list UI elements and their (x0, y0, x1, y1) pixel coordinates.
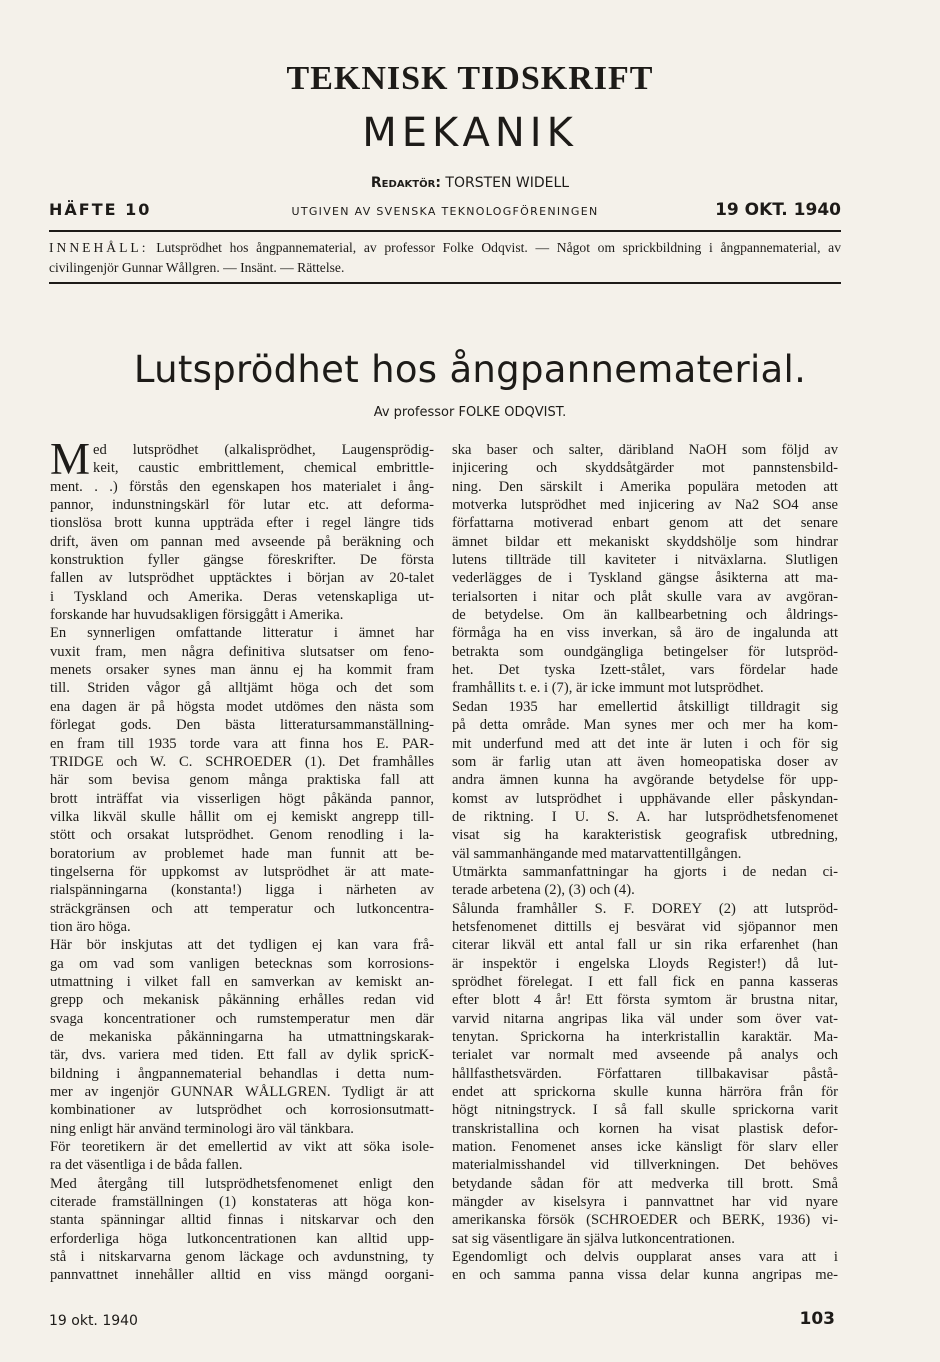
toc-heading: INNEHÅLL: (49, 240, 149, 255)
first-paragraph-opening (50, 441, 434, 478)
text-line: Utmärkta sammanfattningar ha gjorts i de nedan ci- (452, 863, 838, 880)
text-line: citerade framställningen (1) konstateras att höga kon- (50, 1194, 434, 1211)
text-line: visat sig ha karakteristisk geografisk utbredning, (452, 827, 838, 844)
text-line: konstruktion fyller gängse föreskrifter. De första (50, 552, 434, 569)
page-number: 103 (799, 1309, 835, 1329)
text-line: efter blott 4 år! Ett första symtom är brustna nitar, (452, 992, 838, 1009)
text-line: på detta område. Man synes mer och mer ha kom- (452, 717, 838, 734)
text-line: boratorium av problemet hade man funnit att be- (50, 845, 434, 862)
text-line: varvid nitarna angripas lika väl under som över vat- (452, 1010, 838, 1027)
text-line: grepp och mekanisk påkänning erhålles redan vid (50, 992, 434, 1009)
text-line: tingelserna för uppkomst av lutsprödhet är att mate- (50, 863, 434, 880)
toc-text: Lutsprödhet hos ångpannematerial, av professor Folke Odqvist. — Något om sprickbildning i ångpannematerial, av civilingenjör Gunnar Wållgren. — Insänt. — Rättelse. (49, 240, 841, 275)
text-line: författarna motiverad enbart genom att det senare (452, 515, 838, 532)
text-line: mation. Fenomenet anses icke känsligt för slarv eller (452, 1139, 838, 1156)
text-line: i Tyskland och Amerika. Deras vetenskapliga ut- (50, 588, 434, 605)
text-line: sprödhet förelegat. I ett fall fick en panna kasseras (452, 973, 838, 990)
article-title: Lutsprödhet hos ångpannematerial. (133, 348, 807, 391)
text-line: stanta spänningar alltid finnas i nitskarvar och den (50, 1212, 434, 1229)
text-line: materialmisshandel vid tillverkningen. Det behöves (452, 1157, 838, 1174)
text-line: väl sammanhängande med matarvattentillgången. (452, 845, 742, 862)
text-line: mit underfund med att det inte är luten i och för sig (452, 735, 838, 752)
text-line: bildning i ångpannematerial behandlas i detta num- (50, 1065, 434, 1082)
text-line: Sedan 1935 har emellertid åtskilligt tilldragit sig (452, 698, 838, 715)
text-line: mängder av kiselsyra i pannvattnet har vid nyare (452, 1194, 838, 1211)
publisher-line: UTGIVEN AV SVENSKA TEKNOLOGFÖRENINGEN (291, 205, 599, 218)
text-line: citerar likväl ett antal fall ur sin rika erfarenhet (han (452, 937, 838, 954)
text-line: utmattning i vilket fall en samverkan av kemiskt an- (50, 973, 434, 990)
text-line: tion äro höga. (50, 918, 131, 935)
text-line: andra ämnen kunna ha avgörande betydelse för upp- (452, 772, 838, 789)
text-line: betydande sådan för att medverka till brott. Små (452, 1175, 838, 1192)
section-title: MEKANIK (362, 110, 578, 156)
text-line: Med återgång till lutsprödhetsfenomenet enligt den (50, 1175, 434, 1192)
text-line: En synnerligen omfattande litteratur i ämnet har (50, 625, 434, 642)
text-line: sträckgränsen och att temperatur och lutkoncentra- (50, 900, 434, 917)
text-line: För teoretikern är det emellertid av vikt att söka isole- (50, 1139, 434, 1156)
right-column (452, 441, 838, 1285)
text-line: drift, även om pannan med avseende på beräkning och (50, 533, 434, 550)
footer-date: 19 okt. 1940 (49, 1313, 138, 1329)
text-line: motverka lutsprödhet med injicering av Na2 SO4 anse (452, 497, 838, 514)
text-line: forskande har huvudsakligen försiggått i Amerika. (50, 607, 344, 624)
text-line: tionslösa brott kunna uppträda efter i regel längre tids (50, 515, 434, 532)
text-line: rialspänningarna (konstanta!) ligga i närheten av (50, 882, 434, 899)
text-line: betrakta som oundgängliga betingelser för lutspröd- (452, 643, 838, 660)
text-line: terialsorten i nitar och plåt skulle vara av avgöran- (452, 588, 838, 605)
text-line: ämnet bildar ett mekaniskt skyddshölje som hindrar (452, 533, 838, 550)
text-line: ment. . .) förstås den egenskapen hos materialet i ång- (50, 478, 434, 495)
text-line: ed lutsprödhet (alkalisprödhet, Laugensprödig- (93, 442, 434, 458)
text-line: de mekaniska påkänningarna ha utmattningskarak- (50, 1029, 434, 1045)
text-line: het. Det tyska Izett-stålet, vars fördelar hade (452, 662, 838, 679)
drop-cap: M (50, 441, 91, 478)
editor-name: TORSTEN WIDELL (445, 175, 570, 191)
text-line: fallen av lutsprödhet upptäcktes i början av 20-talet (50, 570, 434, 587)
text-line: en och samma panna vissa delar kunna angripas me- (452, 1267, 838, 1284)
text-line: pannvattnet innehåller alltid en viss mängd oorgani- (50, 1267, 434, 1284)
text-line: menets orsaker synes man ännu ej ha kommit fram (50, 662, 434, 679)
journal-title: TEKNISK TIDSKRIFT (286, 60, 654, 97)
text-line: terialet var normalt med avseende på analys och (452, 1047, 838, 1064)
text-line: högt nitningstryck. I så fall skulle sprickorna varit (452, 1102, 838, 1119)
text-line: en fram till 1935 torde vara att finna hos E. PAR- (50, 735, 434, 752)
text-line: framhållits t. e. i (7), är icke immunt mot lutsprödhet. (452, 680, 764, 697)
text-line: transkristallina och kornen ha visat plastisk defor- (452, 1120, 838, 1137)
text-line: kombinationer av lutsprödhet och korrosionsutmatt- (50, 1102, 434, 1119)
text-line: ning enligt här använd terminologi äro väl tänkbara. (50, 1120, 354, 1137)
text-line: Här bör inskjutas att det tydligen ej kan vara frå- (50, 937, 434, 954)
text-line: de riktning. I U. S. A. har lutsprödhetsfenomenet (452, 808, 838, 825)
text-line: stå i nitskarvarna genom läckage och avdunstning, ty (50, 1249, 434, 1266)
editor-line (0, 175, 940, 191)
text-line: förlegat gods. Den bästa litteratursammanställning- (50, 717, 434, 734)
table-of-contents (49, 238, 841, 278)
text-line: ning. Den särskilt i Amerika populära metoden att (452, 478, 838, 495)
text-line: ska baser och salter, däribland NaOH som följd av (452, 442, 838, 458)
text-line: ra det väsentliga i de båda fallen. (50, 1157, 243, 1174)
text-line: Sålunda framhåller S. F. DOREY (2) att lutspröd- (452, 900, 838, 917)
text-line: tenytan. Sprickorna ha interkristallin karaktär. Ma- (452, 1029, 838, 1045)
text-line: komst av lutsprödhet i upphävande eller påskyndan- (452, 790, 838, 807)
article-byline: Av professor FOLKE ODQVIST. (373, 405, 567, 420)
toc-rule (49, 282, 841, 284)
text-line: hetsfenomenet dittills ej besvärat vid sjöpannor men (452, 918, 838, 935)
text-line: stött och orsakat lutsprödhet. Genom renodling i la- (50, 827, 434, 844)
text-line: som är farlig utan att även homeopatiska doser av (452, 753, 838, 770)
issue-row (49, 200, 841, 224)
text-line: förmåga ha en viss inverkan, så äro de ingalunda att (452, 625, 838, 642)
text-line: endet att sprickorna skulle kunna härröra från för (452, 1084, 838, 1101)
text-line: till. Striden vågor gå alltjämt höga och det som (50, 680, 434, 697)
text-line: de betydelse. Om än kallbearbetning och åldrings- (452, 607, 838, 624)
text-line: erforderliga höga lutkoncentrationen kan alltid upp- (50, 1230, 434, 1247)
text-line: vederlägges de i Tyskland gängse åsikterna att ma- (452, 570, 838, 587)
text-line: vuxit fram, men några definitiva slutsatser om feno- (50, 643, 434, 660)
text-line: lutens tillträde till kaviteter i nitväxlarna. Slutligen (452, 552, 838, 569)
issue-date: 19 OKT. 1940 (715, 200, 841, 220)
text-line: är inspektör i engelska Lloyds Register!) då lut- (452, 955, 838, 972)
text-line: Egendomligt och delvis oupplarat anses vara att i (452, 1249, 838, 1266)
text-line: sat sig väsentligare än själva lutkoncentrationen. (452, 1230, 735, 1247)
text-line: tär, dvs. variera med tiden. Ett fall av dylik spricK- (50, 1047, 434, 1064)
text-line: mer av ingenjör GUNNAR WÅLLGREN. Tydligt är att (50, 1084, 434, 1101)
left-column (50, 441, 434, 1285)
text-line: här som bevisa genom många praktiska fall att (50, 772, 434, 789)
text-line: vilka likväl skulle hållit om ej kemiskt angrepp till- (50, 808, 434, 825)
top-rule (49, 230, 841, 232)
text-line: brott inträffat via visserligen högt påkända pannor, (50, 790, 434, 807)
issue-number: HÄFTE 10 (49, 200, 152, 219)
text-line: hållfasthetsvärden. Författaren tillbakavisar påstå- (452, 1065, 838, 1082)
text-line: TRIDGE och W. C. SCHROEDER (1). Det framhålles (50, 753, 434, 770)
text-line: ga om vad som vanligen betecknas som korrosions- (50, 955, 434, 972)
text-line: keit, caustic embrittlement, chemical embrittle- (93, 460, 434, 477)
editor-label: Redaktör: (370, 175, 441, 191)
text-line: injicering och skyddsåtgärder mot pannstensbild- (452, 460, 838, 477)
text-line: ena dagen är på högsta modet utdömes den nästa som (50, 698, 434, 715)
text-line: svaga koncentrationer och rumstemperatur men där (50, 1010, 434, 1027)
text-line: amerikanska försök (SCHROEDER och BERK, 1936) vi- (452, 1212, 838, 1229)
text-line: terade arbetena (2), (3) och (4). (452, 882, 635, 899)
text-line: pannor, indunstningskärl för lutar etc. att deforma- (50, 497, 434, 514)
